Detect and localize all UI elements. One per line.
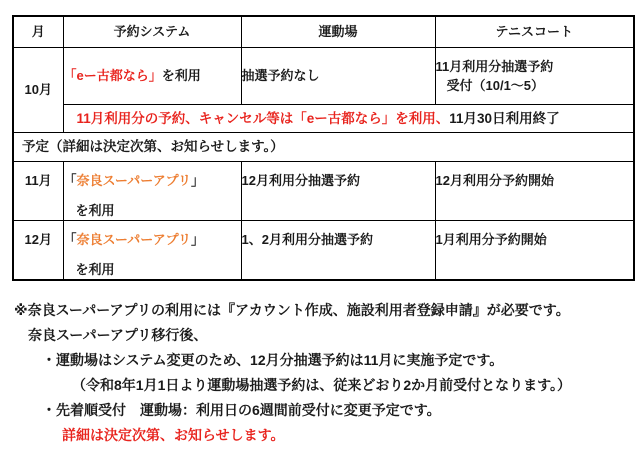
note-reiwa8-rule: （令和8年1月1日より運動場抽選予約は、従来どおり2か月前受付となります。） (72, 377, 572, 393)
note-bullet-ground-lottery: ・運動場はシステム変更のため、12月分抽選予約は11月に実施予定です。 (42, 352, 504, 368)
table-row-november-notice (13, 104, 634, 132)
cell-november-tennis: 12月利用分予約開始 (435, 161, 634, 220)
system-suffix: を利用 (161, 68, 201, 83)
bracket-close: 」 (191, 231, 205, 247)
cell-november-system (63, 161, 241, 220)
tennis-line1: 11月利用分抽選予約 (435, 58, 554, 74)
reservation-schedule-table (12, 15, 635, 281)
system-line2: を利用 (75, 202, 115, 218)
cell-december-month: 12月 (13, 220, 63, 280)
cell-october-ground: 抽選予約なし (241, 47, 435, 104)
system-line1 (64, 230, 241, 249)
cell-october-tennis (435, 47, 634, 104)
note-details-notice: 詳細は決定次第、お知らせします。 (62, 427, 285, 443)
note-after-migration: 奈良スーパーアプリ移行後、 (28, 327, 208, 343)
note-account-requirement: ※奈良スーパーアプリの利用には『アカウント作成、施設利用者登録申請』が必要です。 (14, 302, 570, 318)
system-name-ekotonara: 「eー古都なら」 (63, 68, 162, 83)
system-line2: を利用 (75, 261, 115, 277)
notice-black-text: 11月30日利用終了 (449, 110, 560, 126)
header-month: 月 (13, 16, 63, 47)
cell-december-system (63, 220, 241, 280)
bracket-close: 」 (191, 172, 205, 188)
bracket-open: 「 (63, 231, 77, 247)
cell-schedule-note: 予定（詳細は決定次第、お知らせします。） (13, 132, 634, 161)
cell-december-ground: 1、2月利用分抽選予約 (241, 220, 435, 280)
cell-november-month: 11月 (13, 161, 63, 220)
system-line1 (64, 171, 241, 190)
cell-december-tennis: 1月利用分予約開始 (435, 220, 634, 280)
header-reservation-system: 予約システム (63, 16, 241, 47)
bracket-open: 「 (63, 172, 77, 188)
footnotes (0, 300, 640, 450)
header-sports-ground: 運動場 (241, 16, 435, 47)
header-tennis-court: テニスコート (435, 16, 634, 47)
cell-november-notice (63, 104, 634, 132)
app-name-nara-super-app: 奈良スーパーアプリ (76, 231, 192, 247)
note-bullet-first-come: ・先着順受付 運動場：利用日の6週間前受付に変更予定です。 (42, 402, 441, 418)
table-row-november (13, 161, 634, 220)
cell-october-system (63, 47, 241, 104)
table-row-december (13, 220, 634, 280)
table-row-schedule-note (13, 132, 634, 161)
tennis-line2: 受付（10/1～5） (446, 77, 545, 93)
table-row-october (13, 47, 634, 104)
app-name-nara-super-app: 奈良スーパーアプリ (76, 172, 192, 188)
cell-november-ground: 12月利用分抽選予約 (241, 161, 435, 220)
notice-red-text: 11月利用分の予約、キャンセル等は「eー古都なら」を利用、 (76, 110, 450, 126)
table-header-row (13, 16, 634, 47)
cell-october-month: 10月 (13, 47, 63, 132)
